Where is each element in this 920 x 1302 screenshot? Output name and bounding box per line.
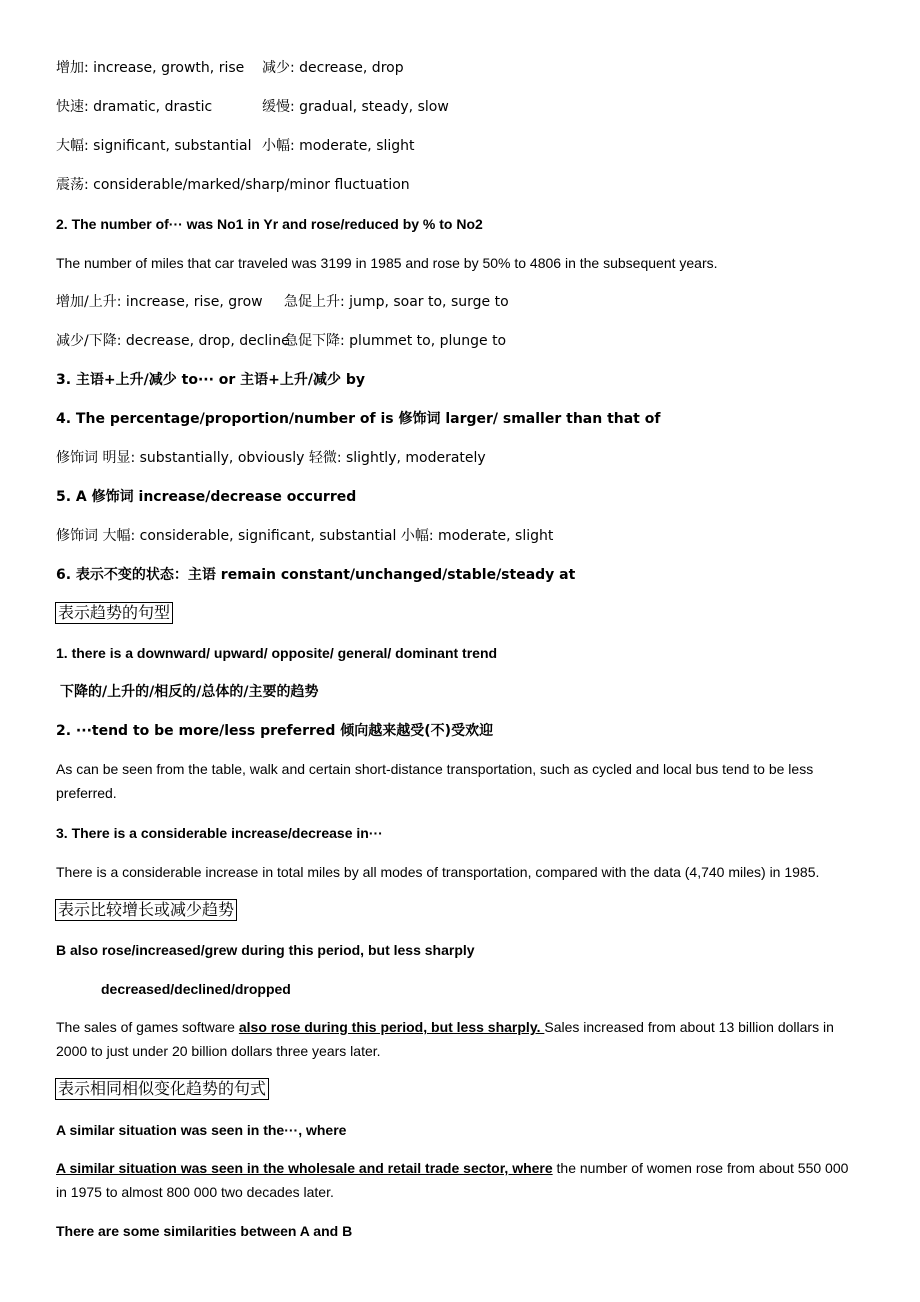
trend-2-heading: 2. ···tend to be more/less preferred 倾向越来越受(不)受欢迎: [56, 723, 494, 739]
compare-heading: B also rose/increased/grew during this period, but less sharply: [56, 942, 475, 958]
vocab-increase: 增加: increase, growth, rise: [56, 60, 245, 76]
compare-example-start: The sales of games software: [56, 1019, 239, 1035]
vocab-decrease: 减少: decrease, drop: [262, 60, 404, 76]
vocab-fast: 快速: dramatic, drastic: [56, 99, 213, 115]
vocab-small: 小幅: moderate, slight: [262, 138, 415, 154]
section-title-compare: 表示比较增长或减少趋势: [55, 899, 237, 921]
compare-example-highlight: also rose during this period, but less sharply.: [238, 1019, 545, 1035]
vocab-row-rise: [56, 292, 509, 312]
section-title-trend: 表示趋势的句型: [55, 602, 173, 624]
vocab-row-fall: [56, 331, 507, 351]
vocab-slow: 缓慢: gradual, steady, slow: [262, 99, 449, 115]
compare-example-end: Sales increased from about 13 billion dollars in 2000 to just under 20 billion dollars three years later.: [56, 1019, 834, 1059]
trend-2-example: As can be seen from the table, walk and certain short-distance transportation, such as cycled and local bus tend to be less preferred.: [56, 761, 814, 801]
pattern-2-heading: 2. The number of··· was No1 in Yr and rose/reduced by % to No2: [56, 216, 483, 232]
similar-heading: A similar situation was seen in the···, where: [56, 1122, 347, 1138]
pattern-6-heading: 6. 表示不变的状态：主语 remain constant/unchanged/stable/steady at: [56, 567, 576, 583]
vocab-modifiers-2: 修饰词 大幅: considerable, significant, substantial 小幅: moderate, slight: [56, 528, 554, 544]
vocab-rise: 增加/上升: increase, rise, grow: [56, 294, 263, 310]
pattern-3-heading: 3. 主语+上升/减少 to··· or 主语+上升/减少 by: [56, 372, 366, 388]
vocab-sharp-rise: 急促上升: jump, soar to, surge to: [284, 294, 509, 310]
pattern-5-heading: 5. A 修饰词 increase/decrease occurred: [56, 489, 357, 505]
trend-3-example: There is a considerable increase in total miles by all modes of transportation, compared with the data (4,740 miles) in 1985.: [56, 864, 820, 880]
similar-example-highlight: A similar situation was seen in the wholesale and retail trade sector, where: [56, 1160, 553, 1176]
compare-example: [56, 1015, 856, 1063]
vocab-fluctuation: 震荡: considerable/marked/sharp/minor fluctuation: [56, 177, 410, 193]
similar-example: [56, 1156, 856, 1204]
trend-3-heading: 3. There is a considerable increase/decrease in···: [56, 825, 383, 841]
similar-example-end: the number of women rose from about 550 000 in 1975 to almost 800 000 two decades later.: [56, 1160, 849, 1200]
vocab-row-fast-slow: [56, 97, 449, 117]
vocab-fall: 减少/下降: decrease, drop, decline: [56, 333, 290, 349]
section-title-similar: 表示相同相似变化趋势的句式: [55, 1078, 269, 1100]
vocab-modifiers-1: 修饰词 明显: substantially, obviously 轻微: slightly, moderately: [56, 450, 486, 466]
trend-1-translation: 下降的/上升的/相反的/总体的/主要的趋势: [60, 684, 319, 700]
vocab-large: 大幅: significant, substantial: [56, 138, 252, 154]
vocab-row-increase-decrease: [56, 58, 404, 78]
trend-1-heading: 1. there is a downward/ upward/ opposite/ general/ dominant trend: [56, 645, 498, 661]
pattern-4-heading: 4. The percentage/proportion/number of is 修饰词 larger/ smaller than that of: [56, 411, 661, 427]
vocab-row-large-small: [56, 136, 415, 156]
compare-alternatives: decreased/declined/dropped: [101, 981, 291, 997]
vocab-sharp-fall: 急促下降: plummet to, plunge to: [284, 333, 507, 349]
pattern-2-example: The number of miles that car traveled was 3199 in 1985 and rose by 50% to 4806 in the subsequent years.: [56, 255, 718, 271]
similarities-heading: There are some similarities between A and B: [56, 1223, 353, 1239]
